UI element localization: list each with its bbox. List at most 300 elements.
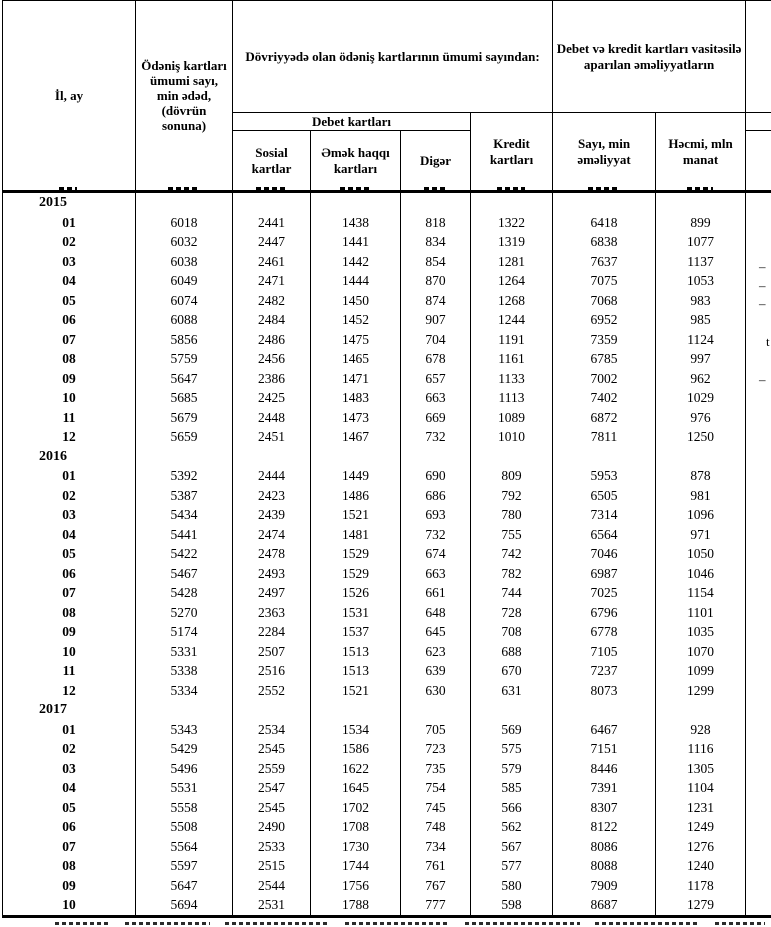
value-cell: 1450 — [311, 291, 401, 311]
data-row — [3, 505, 771, 525]
value-cell: 976 — [656, 408, 746, 428]
value-cell: 6785 — [553, 349, 656, 369]
empty-cell — [746, 583, 771, 603]
clipped-text-fragment — [55, 922, 110, 925]
value-cell: 1154 — [656, 583, 746, 603]
empty-cell — [746, 544, 771, 564]
value-cell: 598 — [471, 895, 553, 916]
value-cell: 7025 — [553, 583, 656, 603]
value-cell: 1050 — [656, 544, 746, 564]
data-row — [3, 232, 771, 252]
clipped-digits-fragment — [256, 187, 286, 191]
value-cell: 854 — [401, 252, 471, 272]
value-cell: 2493 — [233, 564, 311, 584]
value-cell: 6872 — [553, 408, 656, 428]
value-cell: 2486 — [233, 330, 311, 350]
header-debit-group: Debet kartları — [233, 113, 471, 131]
value-cell: 2531 — [233, 895, 311, 916]
month-cell: 04 — [3, 271, 136, 291]
value-cell: 2447 — [233, 232, 311, 252]
value-cell: 1529 — [311, 564, 401, 584]
data-row — [3, 408, 771, 428]
value-cell: 735 — [401, 759, 471, 779]
value-cell: 5387 — [136, 486, 233, 506]
value-cell: 1730 — [311, 837, 401, 857]
value-cell: 1483 — [311, 388, 401, 408]
value-cell: 2516 — [233, 661, 311, 681]
value-cell: 2545 — [233, 739, 311, 759]
value-cell: 567 — [471, 837, 553, 857]
margin-text-fragment: t — [766, 334, 770, 349]
value-cell: 962 — [656, 369, 746, 389]
empty-cell — [746, 622, 771, 642]
value-cell: 5647 — [136, 876, 233, 896]
value-cell: 5597 — [136, 856, 233, 876]
value-cell: 1113 — [471, 388, 553, 408]
header-cropped-column — [746, 1, 771, 113]
value-cell: 1441 — [311, 232, 401, 252]
data-row — [3, 817, 771, 837]
value-cell: 5759 — [136, 349, 233, 369]
table-header — [2, 0, 771, 193]
data-row — [3, 525, 771, 545]
month-cell: 12 — [3, 427, 136, 447]
empty-cell — [746, 310, 771, 330]
data-row — [3, 642, 771, 662]
table-body-table — [2, 193, 771, 918]
value-cell: 580 — [471, 876, 553, 896]
value-cell: 1053 — [656, 271, 746, 291]
value-cell: 985 — [656, 310, 746, 330]
value-cell: 6074 — [136, 291, 233, 311]
value-cell: 1473 — [311, 408, 401, 428]
data-row — [3, 252, 771, 272]
value-cell: 1116 — [656, 739, 746, 759]
cropped-footnote-line — [0, 921, 771, 927]
value-cell: 1191 — [471, 330, 553, 350]
header-cropped-column — [746, 113, 771, 131]
value-cell: 5856 — [136, 330, 233, 350]
value-cell: 566 — [471, 798, 553, 818]
empty-cell — [311, 447, 401, 467]
clipped-row — [2, 182, 747, 193]
empty-cell — [746, 817, 771, 837]
year-row — [3, 447, 771, 467]
data-row — [3, 427, 771, 447]
value-cell: 1442 — [311, 252, 401, 272]
clipped-text-fragment — [125, 922, 210, 925]
data-row — [3, 564, 771, 584]
value-cell: 1035 — [656, 622, 746, 642]
value-cell: 6778 — [553, 622, 656, 642]
value-cell: 657 — [401, 369, 471, 389]
empty-cell — [746, 739, 771, 759]
value-cell: 792 — [471, 486, 553, 506]
month-cell: 04 — [3, 525, 136, 545]
value-cell: 5434 — [136, 505, 233, 525]
value-cell: 1531 — [311, 603, 401, 623]
month-cell: 11 — [3, 661, 136, 681]
month-cell: 10 — [3, 642, 136, 662]
month-cell: 07 — [3, 583, 136, 603]
empty-cell — [311, 193, 401, 213]
value-cell: 874 — [401, 291, 471, 311]
empty-cell — [746, 525, 771, 545]
data-row — [3, 739, 771, 759]
data-row — [3, 466, 771, 486]
empty-cell — [746, 642, 771, 662]
value-cell: 2547 — [233, 778, 311, 798]
value-cell: 1438 — [311, 213, 401, 233]
value-cell: 2515 — [233, 856, 311, 876]
value-cell: 2474 — [233, 525, 311, 545]
value-cell: 2363 — [233, 603, 311, 623]
data-row — [3, 622, 771, 642]
value-cell: 723 — [401, 739, 471, 759]
value-cell: 2484 — [233, 310, 311, 330]
margin-text-fragment: – — [759, 372, 766, 387]
value-cell: 754 — [401, 778, 471, 798]
value-cell: 670 — [471, 661, 553, 681]
year-row — [3, 700, 771, 720]
value-cell: 648 — [401, 603, 471, 623]
value-cell: 5659 — [136, 427, 233, 447]
value-cell: 5392 — [136, 466, 233, 486]
value-cell: 663 — [401, 388, 471, 408]
month-cell: 03 — [3, 759, 136, 779]
value-cell: 6796 — [553, 603, 656, 623]
value-cell: 2534 — [233, 720, 311, 740]
value-cell: 6049 — [136, 271, 233, 291]
value-cell: 971 — [656, 525, 746, 545]
year-label: 2016 — [3, 447, 136, 467]
value-cell: 7909 — [553, 876, 656, 896]
value-cell: 686 — [401, 486, 471, 506]
value-cell: 5531 — [136, 778, 233, 798]
data-row — [3, 603, 771, 623]
value-cell: 631 — [471, 681, 553, 701]
empty-cell — [746, 876, 771, 896]
value-cell: 2552 — [233, 681, 311, 701]
month-cell: 12 — [3, 681, 136, 701]
data-row — [3, 369, 771, 389]
empty-cell — [746, 603, 771, 623]
clipped-text-fragment — [595, 922, 700, 925]
month-cell: 06 — [3, 310, 136, 330]
empty-cell — [746, 349, 771, 369]
data-row — [3, 681, 771, 701]
value-cell: 2284 — [233, 622, 311, 642]
clipped-digits-fragment — [340, 187, 370, 191]
empty-cell — [656, 447, 746, 467]
value-cell: 1244 — [471, 310, 553, 330]
value-cell: 639 — [401, 661, 471, 681]
value-cell: 1486 — [311, 486, 401, 506]
value-cell: 1104 — [656, 778, 746, 798]
data-row — [3, 583, 771, 603]
value-cell: 7359 — [553, 330, 656, 350]
month-cell: 03 — [3, 252, 136, 272]
value-cell: 7637 — [553, 252, 656, 272]
year-row — [3, 193, 771, 213]
clipped-text-fragment — [225, 922, 330, 925]
value-cell: 7002 — [553, 369, 656, 389]
value-cell: 6018 — [136, 213, 233, 233]
value-cell: 1622 — [311, 759, 401, 779]
value-cell: 834 — [401, 232, 471, 252]
value-cell: 5564 — [136, 837, 233, 857]
data-row — [3, 895, 771, 916]
empty-cell — [746, 700, 771, 720]
value-cell: 2507 — [233, 642, 311, 662]
value-cell: 1471 — [311, 369, 401, 389]
value-cell: 1231 — [656, 798, 746, 818]
data-row — [3, 291, 771, 311]
value-cell: 1276 — [656, 837, 746, 857]
month-cell: 08 — [3, 856, 136, 876]
month-cell: 07 — [3, 837, 136, 857]
data-row — [3, 837, 771, 857]
value-cell: 2456 — [233, 349, 311, 369]
value-cell: 728 — [471, 603, 553, 623]
value-cell: 1529 — [311, 544, 401, 564]
year-label: 2017 — [3, 700, 136, 720]
empty-cell — [746, 895, 771, 916]
value-cell: 5679 — [136, 408, 233, 428]
empty-cell — [136, 193, 233, 213]
margin-text-fragment: – — [759, 259, 766, 274]
value-cell: 1029 — [656, 388, 746, 408]
clipped-digits-fragment — [168, 187, 198, 191]
month-cell: 05 — [3, 798, 136, 818]
value-cell: 708 — [471, 622, 553, 642]
value-cell: 1249 — [656, 817, 746, 837]
value-cell: 705 — [401, 720, 471, 740]
value-cell: 1099 — [656, 661, 746, 681]
month-cell: 09 — [3, 876, 136, 896]
value-cell: 6952 — [553, 310, 656, 330]
value-cell: 983 — [656, 291, 746, 311]
data-row — [3, 310, 771, 330]
header-credit-cards: Kredit kartları — [471, 113, 553, 192]
header-other-cards: Digər — [401, 131, 471, 192]
value-cell: 1137 — [656, 252, 746, 272]
header-social-cards: Sosial kartlar — [233, 131, 311, 192]
value-cell: 907 — [401, 310, 471, 330]
value-cell: 7075 — [553, 271, 656, 291]
value-cell: 1744 — [311, 856, 401, 876]
header-ops-volume: Həcmi, mln manat — [656, 113, 746, 192]
empty-cell — [746, 388, 771, 408]
empty-cell — [656, 193, 746, 213]
header-il-ay: İl, ay — [3, 1, 136, 192]
value-cell: 5647 — [136, 369, 233, 389]
value-cell: 5343 — [136, 720, 233, 740]
value-cell: 2386 — [233, 369, 311, 389]
value-cell: 1467 — [311, 427, 401, 447]
month-cell: 02 — [3, 739, 136, 759]
value-cell: 1010 — [471, 427, 553, 447]
data-row — [3, 388, 771, 408]
value-cell: 1788 — [311, 895, 401, 916]
value-cell: 7105 — [553, 642, 656, 662]
clipped-text-fragment — [715, 922, 765, 925]
empty-cell — [136, 700, 233, 720]
value-cell: 5428 — [136, 583, 233, 603]
empty-cell — [746, 856, 771, 876]
value-cell: 1513 — [311, 661, 401, 681]
month-cell: 08 — [3, 603, 136, 623]
header-cropped-column — [746, 131, 771, 192]
clipped-digits-fragment — [59, 187, 77, 191]
empty-cell — [553, 193, 656, 213]
value-cell: 1101 — [656, 603, 746, 623]
value-cell: 2559 — [233, 759, 311, 779]
value-cell: 2461 — [233, 252, 311, 272]
value-cell: 5174 — [136, 622, 233, 642]
empty-cell — [233, 700, 311, 720]
value-cell: 8073 — [553, 681, 656, 701]
value-cell: 5508 — [136, 817, 233, 837]
table-body — [3, 193, 771, 916]
value-cell: 2545 — [233, 798, 311, 818]
empty-cell — [746, 505, 771, 525]
value-cell: 8446 — [553, 759, 656, 779]
month-cell: 01 — [3, 213, 136, 233]
empty-cell — [746, 193, 771, 213]
value-cell: 1096 — [656, 505, 746, 525]
value-cell: 6987 — [553, 564, 656, 584]
value-cell: 997 — [656, 349, 746, 369]
value-cell: 1444 — [311, 271, 401, 291]
value-cell: 8088 — [553, 856, 656, 876]
empty-cell — [401, 193, 471, 213]
value-cell: 678 — [401, 349, 471, 369]
value-cell: 5467 — [136, 564, 233, 584]
value-cell: 5953 — [553, 466, 656, 486]
value-cell: 1708 — [311, 817, 401, 837]
value-cell: 1465 — [311, 349, 401, 369]
value-cell: 7237 — [553, 661, 656, 681]
data-row — [3, 544, 771, 564]
month-cell: 03 — [3, 505, 136, 525]
month-cell: 11 — [3, 408, 136, 428]
value-cell: 1133 — [471, 369, 553, 389]
empty-cell — [553, 700, 656, 720]
value-cell: 1281 — [471, 252, 553, 272]
empty-cell — [746, 486, 771, 506]
value-cell: 569 — [471, 720, 553, 740]
value-cell: 5441 — [136, 525, 233, 545]
value-cell: 577 — [471, 856, 553, 876]
value-cell: 744 — [471, 583, 553, 603]
value-cell: 5270 — [136, 603, 233, 623]
value-cell: 2533 — [233, 837, 311, 857]
data-row — [3, 759, 771, 779]
month-cell: 02 — [3, 486, 136, 506]
empty-cell — [401, 700, 471, 720]
empty-cell — [656, 700, 746, 720]
value-cell: 8687 — [553, 895, 656, 916]
value-cell: 7151 — [553, 739, 656, 759]
value-cell: 870 — [401, 271, 471, 291]
value-cell: 5496 — [136, 759, 233, 779]
value-cell: 1299 — [656, 681, 746, 701]
value-cell: 2490 — [233, 817, 311, 837]
value-cell: 1178 — [656, 876, 746, 896]
value-cell: 1264 — [471, 271, 553, 291]
data-row — [3, 856, 771, 876]
value-cell: 732 — [401, 525, 471, 545]
clipped-digits-fragment — [424, 187, 446, 191]
value-cell: 2423 — [233, 486, 311, 506]
value-cell: 1513 — [311, 642, 401, 662]
value-cell: 2441 — [233, 213, 311, 233]
value-cell: 585 — [471, 778, 553, 798]
month-cell: 09 — [3, 369, 136, 389]
empty-cell — [471, 447, 553, 467]
value-cell: 1305 — [656, 759, 746, 779]
value-cell: 777 — [401, 895, 471, 916]
value-cell: 1521 — [311, 681, 401, 701]
month-cell: 02 — [3, 232, 136, 252]
value-cell: 818 — [401, 213, 471, 233]
empty-cell — [746, 408, 771, 428]
header-circulation-group: Dövriyyədə olan ödəniş kartlarının ümumi sayından: — [233, 1, 553, 113]
value-cell: 782 — [471, 564, 553, 584]
value-cell: 575 — [471, 739, 553, 759]
value-cell: 1089 — [471, 408, 553, 428]
value-cell: 1702 — [311, 798, 401, 818]
month-cell: 10 — [3, 895, 136, 916]
value-cell: 2444 — [233, 466, 311, 486]
month-cell: 06 — [3, 817, 136, 837]
month-cell: 05 — [3, 544, 136, 564]
empty-cell — [233, 447, 311, 467]
value-cell: 5558 — [136, 798, 233, 818]
empty-cell — [311, 700, 401, 720]
value-cell: 6038 — [136, 252, 233, 272]
data-row — [3, 271, 771, 291]
header-operations-group: Debet və kredit kartları vasitəsilə aparılan əməliyyatların — [553, 1, 746, 113]
value-cell: 663 — [401, 564, 471, 584]
value-cell: 767 — [401, 876, 471, 896]
value-cell: 5694 — [136, 895, 233, 916]
data-row — [3, 349, 771, 369]
value-cell: 1279 — [656, 895, 746, 916]
empty-cell — [746, 798, 771, 818]
value-cell: 5334 — [136, 681, 233, 701]
value-cell: 732 — [401, 427, 471, 447]
value-cell: 2544 — [233, 876, 311, 896]
value-cell: 878 — [656, 466, 746, 486]
data-row — [3, 330, 771, 350]
value-cell: 1268 — [471, 291, 553, 311]
value-cell: 623 — [401, 642, 471, 662]
value-cell: 562 — [471, 817, 553, 837]
month-cell: 08 — [3, 349, 136, 369]
value-cell: 1756 — [311, 876, 401, 896]
empty-cell — [746, 466, 771, 486]
data-row — [3, 798, 771, 818]
empty-cell — [136, 447, 233, 467]
empty-cell — [746, 564, 771, 584]
value-cell: 1481 — [311, 525, 401, 545]
value-cell: 761 — [401, 856, 471, 876]
value-cell: 7046 — [553, 544, 656, 564]
value-cell: 6088 — [136, 310, 233, 330]
empty-cell — [746, 720, 771, 740]
